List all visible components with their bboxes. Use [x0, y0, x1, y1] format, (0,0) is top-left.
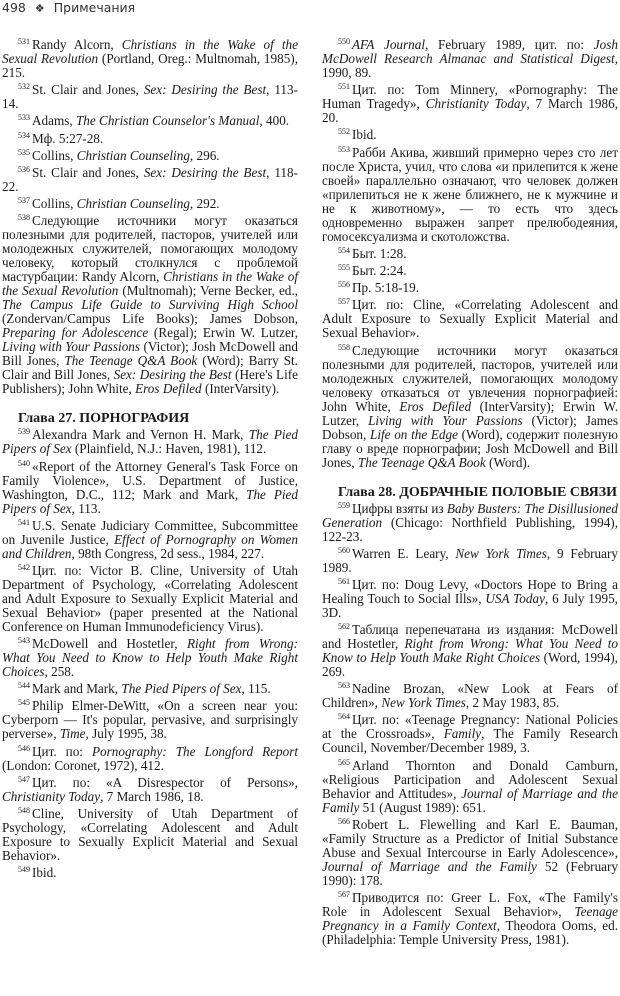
footnote-text: Warren E. Leary,	[352, 545, 456, 561]
footnote-title-italic: New York Times	[381, 695, 466, 711]
footnote-title-italic: Christian Counseling	[76, 196, 190, 212]
footnote-title-italic: Right from Wrong: What You Need to Know to Help Youth Make Right Choices	[322, 636, 618, 666]
footnote-number: 561	[338, 576, 350, 586]
footnote-title-italic: Christianity Today	[2, 788, 101, 804]
footnote-text: McDowell and Hostetler,	[32, 636, 187, 652]
footnote-number: 536	[18, 164, 30, 174]
footnote-text: 51 (August 1989): 651.	[359, 799, 486, 815]
footnote-title-italic: Journal of Marriage and the Family	[322, 785, 618, 815]
footnote	[322, 547, 618, 575]
footnote	[322, 759, 618, 815]
footnote	[2, 197, 298, 211]
footnote-number: 552	[338, 127, 350, 137]
footnote-title-italic: Josh McDowell Research Almanac and Statistical Digest	[322, 37, 618, 66]
footnote-text: (Word); Barry St. Clair and Bill Jones,	[2, 353, 298, 383]
footnote-text: (Word).	[485, 454, 531, 470]
footnote-text: (Word), содержит полезную главу о вреде порнографии; Josh McDowell and Bill Jones,	[322, 426, 618, 470]
footnote-title-italic: Christian Counseling	[76, 147, 190, 163]
footnote-text: (Regal); Erwin W. Lutzer,	[148, 325, 298, 341]
footnote-text: Цит. по:	[32, 743, 92, 759]
footnote-text: St. Clair and Jones,	[32, 164, 144, 180]
footnote-number: 566	[338, 816, 350, 826]
footnote-number: 542	[18, 562, 30, 572]
footnote-text: (Here's Life Publishers); John White,	[2, 367, 298, 397]
footnote-text: Цит. по: Tom Minnery, «Pornography: The Human Tragedy»,	[322, 82, 618, 112]
footnote-number: 567	[338, 890, 350, 899]
footnote-number: 562	[338, 622, 350, 632]
footnote-text: Цит. по: «A Disrespector of Persons»,	[32, 774, 298, 790]
footnote	[2, 682, 298, 696]
footnote-text: Arland Thornton and Donald Camburn, «Religious Participation and Adolescent Sexual Behavior and Attitudes»,	[322, 757, 618, 801]
footnote-text: 52 (February 1990): 178.	[322, 858, 618, 888]
footnote-title-italic: Preparing for Adolescence	[2, 325, 149, 341]
footnote-number: 535	[18, 147, 30, 157]
footnote-number: 551	[338, 82, 350, 92]
footnote-title-italic: Right from Wrong: What You Need to Know to Help Youth Make Right Choices	[2, 636, 298, 680]
footnote-text: Цит. по: «Teenage Pregnancy: National Policies at the Crossroads»,	[322, 712, 618, 742]
footnote-title-italic: Living with Your Passions	[368, 412, 523, 428]
footnote-text: (Multnomah); Verne Becker, ed.,	[118, 283, 298, 299]
footnote-text: Цит. по: Victor B. Cline, University of Utah Department of Psychology, «Correlating Adolescent and Adult Exposure to Sexually Explicit Material and Sexual Behavior» (paper presented at the National Conference on Human Immunodeficiency Virus).	[2, 562, 298, 634]
footnote-text: (Zondervan/Campus Life Books); James Dobson,	[2, 311, 298, 327]
footnote-number: 533	[18, 113, 30, 123]
footnote	[322, 83, 618, 125]
footnote	[322, 713, 618, 755]
footnote-text: Таблица перепечатана из издания: McDowell and Hostetler,	[322, 622, 618, 652]
footnote-text: , 2 May 1983, 85.	[465, 695, 560, 711]
footnote	[2, 745, 298, 773]
footnote-text: Пр. 5:18-19.	[352, 280, 420, 296]
footnote-text: Nadine Brozan, «New Look at Fears of Children»,	[322, 681, 618, 711]
footnote-text: U.S. Senate Judiciary Committee, Subcommittee on Juvenile Justice,	[2, 517, 298, 547]
footnote-text: (Victor); James Dobson,	[322, 412, 618, 442]
footnote-title-italic: Life on the Edge	[370, 426, 458, 442]
footnote-text: Следующие источники могут оказаться полезными для родителей, пасторов, учителей или молодежных служителей, помогающих молодому человеку отказаться от увлечения порнографией: John White,	[322, 342, 618, 414]
running-title: Примечания	[53, 0, 136, 15]
footnote	[2, 807, 298, 863]
footnote-number: 565	[338, 757, 350, 767]
footnote-number: 558	[338, 342, 350, 352]
footnote	[2, 132, 298, 146]
footnote-text: , Theodora Ooms, ed. (Philadelphia: Temple University Press, 1981).	[322, 918, 618, 947]
footnote-text: , July 1995, 38.	[85, 726, 167, 742]
footnote-text: , 258.	[44, 664, 75, 680]
running-header	[2, 0, 135, 15]
ornament-icon: ❖	[34, 2, 45, 15]
footnote	[2, 83, 298, 111]
footnote-text: , 7 March 1986, 20.	[322, 96, 618, 126]
footnote	[322, 298, 618, 340]
footnote	[2, 776, 298, 804]
footnote-text: , 9 February 1989.	[322, 545, 618, 575]
footnote-text: Цифры взяты из	[352, 500, 447, 516]
footnote-title-italic: The Campus Life Guide to Surviving High School	[2, 297, 298, 313]
footnote-text: , 292.	[189, 196, 220, 212]
chapter-heading: Глава 28. ДОБРАЧНЫЕ ПОЛОВЫЕ СВЯЗИ	[338, 484, 617, 500]
footnote-text: Philip Elmer-DeWitt, «On a screen near you: Cyberporn — It's popular, pervasive, and surprisingly perverse»,	[2, 698, 298, 742]
footnote-title-italic: The Teenage Q&A Book	[64, 353, 198, 369]
footnote-text: Цит. по: Cline, «Correlating Adolescent and Adult Exposure to Sexually Explicit Material and Sexual Behavior».	[322, 297, 618, 341]
footnote	[322, 264, 618, 278]
footnote	[322, 281, 618, 295]
footnote-text: Alexandra Mark and Vernon H. Mark,	[32, 427, 249, 443]
chapter-heading: Глава 27. ПОРНОГРАФИЯ	[18, 411, 190, 427]
footnote-text: Adams,	[32, 113, 76, 129]
footnote-title-italic: Sex: Desiring the Best	[113, 367, 232, 383]
footnote-text: Быт. 2:24.	[352, 262, 407, 278]
footnote-text: , February 1989, цит. по:	[425, 37, 594, 52]
footnote-title-italic: Effect of Pornography on Women and Children	[2, 531, 299, 561]
footnote-title-italic: The Pied Pipers of Sex	[2, 486, 298, 516]
footnote-text: , 6 July 1995, 3D.	[322, 590, 618, 620]
footnote-text: , 98th Congress, 2d sess., 1984, 227.	[71, 545, 265, 561]
footnote-number: 534	[18, 130, 30, 140]
footnote	[322, 623, 618, 679]
footnote-text: , 7 March 1986, 18.	[100, 788, 204, 804]
footnote-number: 550	[338, 37, 350, 46]
footnote-number: 543	[18, 636, 30, 646]
footnote-title-italic: Time	[59, 726, 86, 742]
footnote-text: Collins,	[32, 196, 77, 212]
footnote-text: (Portland, Oreg.: Multnomah, 1985), 215.	[2, 51, 298, 80]
footnote	[2, 166, 298, 194]
footnote-title-italic: Pornography: The Longford Report	[91, 743, 298, 759]
footnote	[2, 428, 298, 456]
footnote-title-italic: Eros Defiled	[399, 398, 472, 414]
footnote-text: (Chicago: Northfield Publishing, 1994), 122-23.	[322, 514, 618, 544]
footnote-number: 539	[18, 427, 30, 437]
footnote	[322, 38, 618, 80]
footnote-text: (InterVarsity); Erwin W. Lutzer,	[322, 398, 618, 428]
footnote-text: , 118-22.	[2, 164, 298, 194]
footnote-number: 564	[338, 712, 350, 722]
footnote-title-italic: The Pied Pipers of Sex	[2, 427, 298, 457]
footnote-title-italic: New York Times	[455, 545, 547, 561]
footnote-number: 547	[18, 774, 30, 784]
footnote-title-italic: USA Today	[485, 590, 545, 606]
footnote-text: , 400.	[259, 113, 290, 129]
footnote-text: Ibid.	[352, 127, 377, 143]
footnote-number: 553	[338, 144, 350, 154]
footnote-text: Приводится по: Greer L. Fox, «The Family's Role in Adolescent Sexual Behavior»,	[322, 890, 618, 919]
footnote-number: 559	[338, 500, 350, 510]
footnote	[322, 247, 618, 261]
left-column	[2, 38, 298, 883]
footnote	[2, 149, 298, 163]
footnote-number: 540	[18, 458, 30, 468]
footnote-title-italic: Sex: Desiring the Best	[143, 164, 267, 180]
page-number: 498	[2, 0, 26, 15]
footnote-number: 546	[18, 743, 30, 753]
footnote-number: 537	[18, 196, 30, 206]
footnote-text: , 113.	[71, 500, 101, 516]
footnote	[2, 460, 298, 516]
footnote-text: Рабби Акива, живший примерно через сто лет после Христа, учил, что слова «и прилепится к жене своей» параллельно означают, что человек должен «прилепиться не к жене ближнего, не к мужчине и не к животному», — то есть что здесь одновременно выражен запрет прелюбодеяния, гомосексуализма и скотоложства.	[322, 144, 618, 244]
footnote-text: , The Family Research Council, November/December 1989, 3.	[322, 726, 618, 756]
footnote	[322, 146, 618, 244]
footnote-number: 541	[18, 517, 30, 527]
footnote	[322, 502, 618, 544]
footnote-number: 557	[338, 297, 350, 307]
footnote-number: 554	[338, 245, 350, 255]
footnote-number: 532	[18, 82, 30, 92]
footnote	[2, 564, 298, 634]
footnote	[322, 344, 618, 470]
footnote-text: Быт. 1:28.	[352, 245, 407, 261]
footnote-title-italic: Living with Your Passions	[2, 339, 141, 355]
footnote-number: 555	[338, 262, 350, 272]
footnote	[2, 114, 298, 128]
footnote-title-italic: Christians in the Wake of the Sexual Revolution	[2, 269, 298, 299]
footnote-text: (Victor); Josh McDowell and Bill Jones,	[2, 339, 298, 369]
footnote	[2, 866, 298, 880]
footnote-text: St. Clair and Jones,	[32, 82, 144, 98]
footnote-text: Следующие источники могут оказаться полезными для родителей, пасторов, учителей или молодежных служителей, помогающих молодому человеку, который столкнулся с проблемой мастурбации: Randy Alcorn,	[2, 213, 298, 285]
footnote-number: 531	[18, 37, 30, 46]
footnote	[2, 699, 298, 741]
footnote-text: , 113-14.	[2, 82, 298, 112]
footnote-title-italic: Christianity Today	[425, 96, 527, 112]
footnote-text: (Word, 1994), 269.	[322, 650, 618, 680]
footnote-number: 549	[18, 865, 30, 875]
footnote-title-italic: The Pied Pipers of Sex	[121, 681, 242, 697]
footnote-title-italic: Family	[443, 726, 482, 742]
footnote-text: Мф. 5:27-28.	[32, 130, 104, 146]
footnote-text: Ibid.	[32, 865, 57, 881]
footnote-number: 556	[338, 280, 350, 290]
footnote-number: 563	[338, 681, 350, 691]
footnote-number: 548	[18, 806, 30, 815]
footnote-title-italic: AFA Journal	[352, 37, 425, 52]
footnote-number: 560	[338, 545, 350, 555]
footnote	[322, 682, 618, 710]
footnote-text: Цит. по: Doug Levy, «Doctors Hope to Bring a Healing Touch to Social Ills»,	[322, 576, 618, 606]
footnote	[2, 519, 298, 561]
footnote	[322, 818, 618, 888]
footnote-number: 538	[18, 213, 30, 223]
footnote-title-italic: Christians in the Wake of the Sexual Revolution	[2, 37, 298, 66]
footnote	[322, 578, 618, 620]
footnote-text: (Plainfield, N.J.: Haven, 1981), 112.	[71, 441, 267, 457]
footnote-text: Cline, University of Utah Department of Psychology, «Correlating Adolescent and Adult Exposure to Sexually Explicit Material and Sexual Behavior».	[2, 806, 298, 863]
footnote-text: , 296.	[189, 147, 220, 163]
right-column	[322, 38, 618, 950]
footnote-title-italic: Journal of Marriage and the Family	[322, 858, 537, 874]
footnote-title-italic: The Christian Counselor's Manual	[75, 113, 260, 129]
footnote	[2, 214, 298, 396]
footnote-number: 544	[18, 681, 30, 691]
footnote-text: (London: Coronet, 1972), 412.	[2, 757, 164, 773]
footnote	[2, 637, 298, 679]
footnote-text: (InterVarsity).	[201, 381, 280, 397]
footnote-number: 545	[18, 698, 30, 708]
footnote-text: , 1990, 89.	[322, 51, 618, 80]
footnote-title-italic: Eros Defiled	[135, 381, 202, 397]
footnote	[322, 891, 618, 947]
footnote-title-italic: The Teenage Q&A Book	[357, 454, 486, 470]
footnote-text: Randy Alcorn,	[32, 37, 122, 52]
footnote-title-italic: Sex: Desiring the Best	[143, 82, 267, 98]
footnote-text: Collins,	[32, 147, 77, 163]
footnote	[322, 128, 618, 142]
footnote	[2, 38, 298, 80]
footnote-title-italic: Baby Busters: The Disillusioned Generation	[322, 500, 618, 530]
footnote-text: Mark and Mark,	[32, 681, 122, 697]
footnote-text: «Report of the Attorney General's Task Force on Family Violence», U.S. Department of Justice, Washington, D.C., 112; Mark and Mark,	[2, 458, 298, 502]
footnote-title-italic: Teenage Pregnancy in a Family Context	[322, 904, 618, 933]
footnote-text: Robert L. Flewelling and Karl E. Bauman, «Family Structure as a Predictor of Initial Substance Abuse and Sexual Intercourse in Early Adolescence»,	[322, 816, 618, 860]
footnote-text: , 115.	[241, 681, 271, 697]
